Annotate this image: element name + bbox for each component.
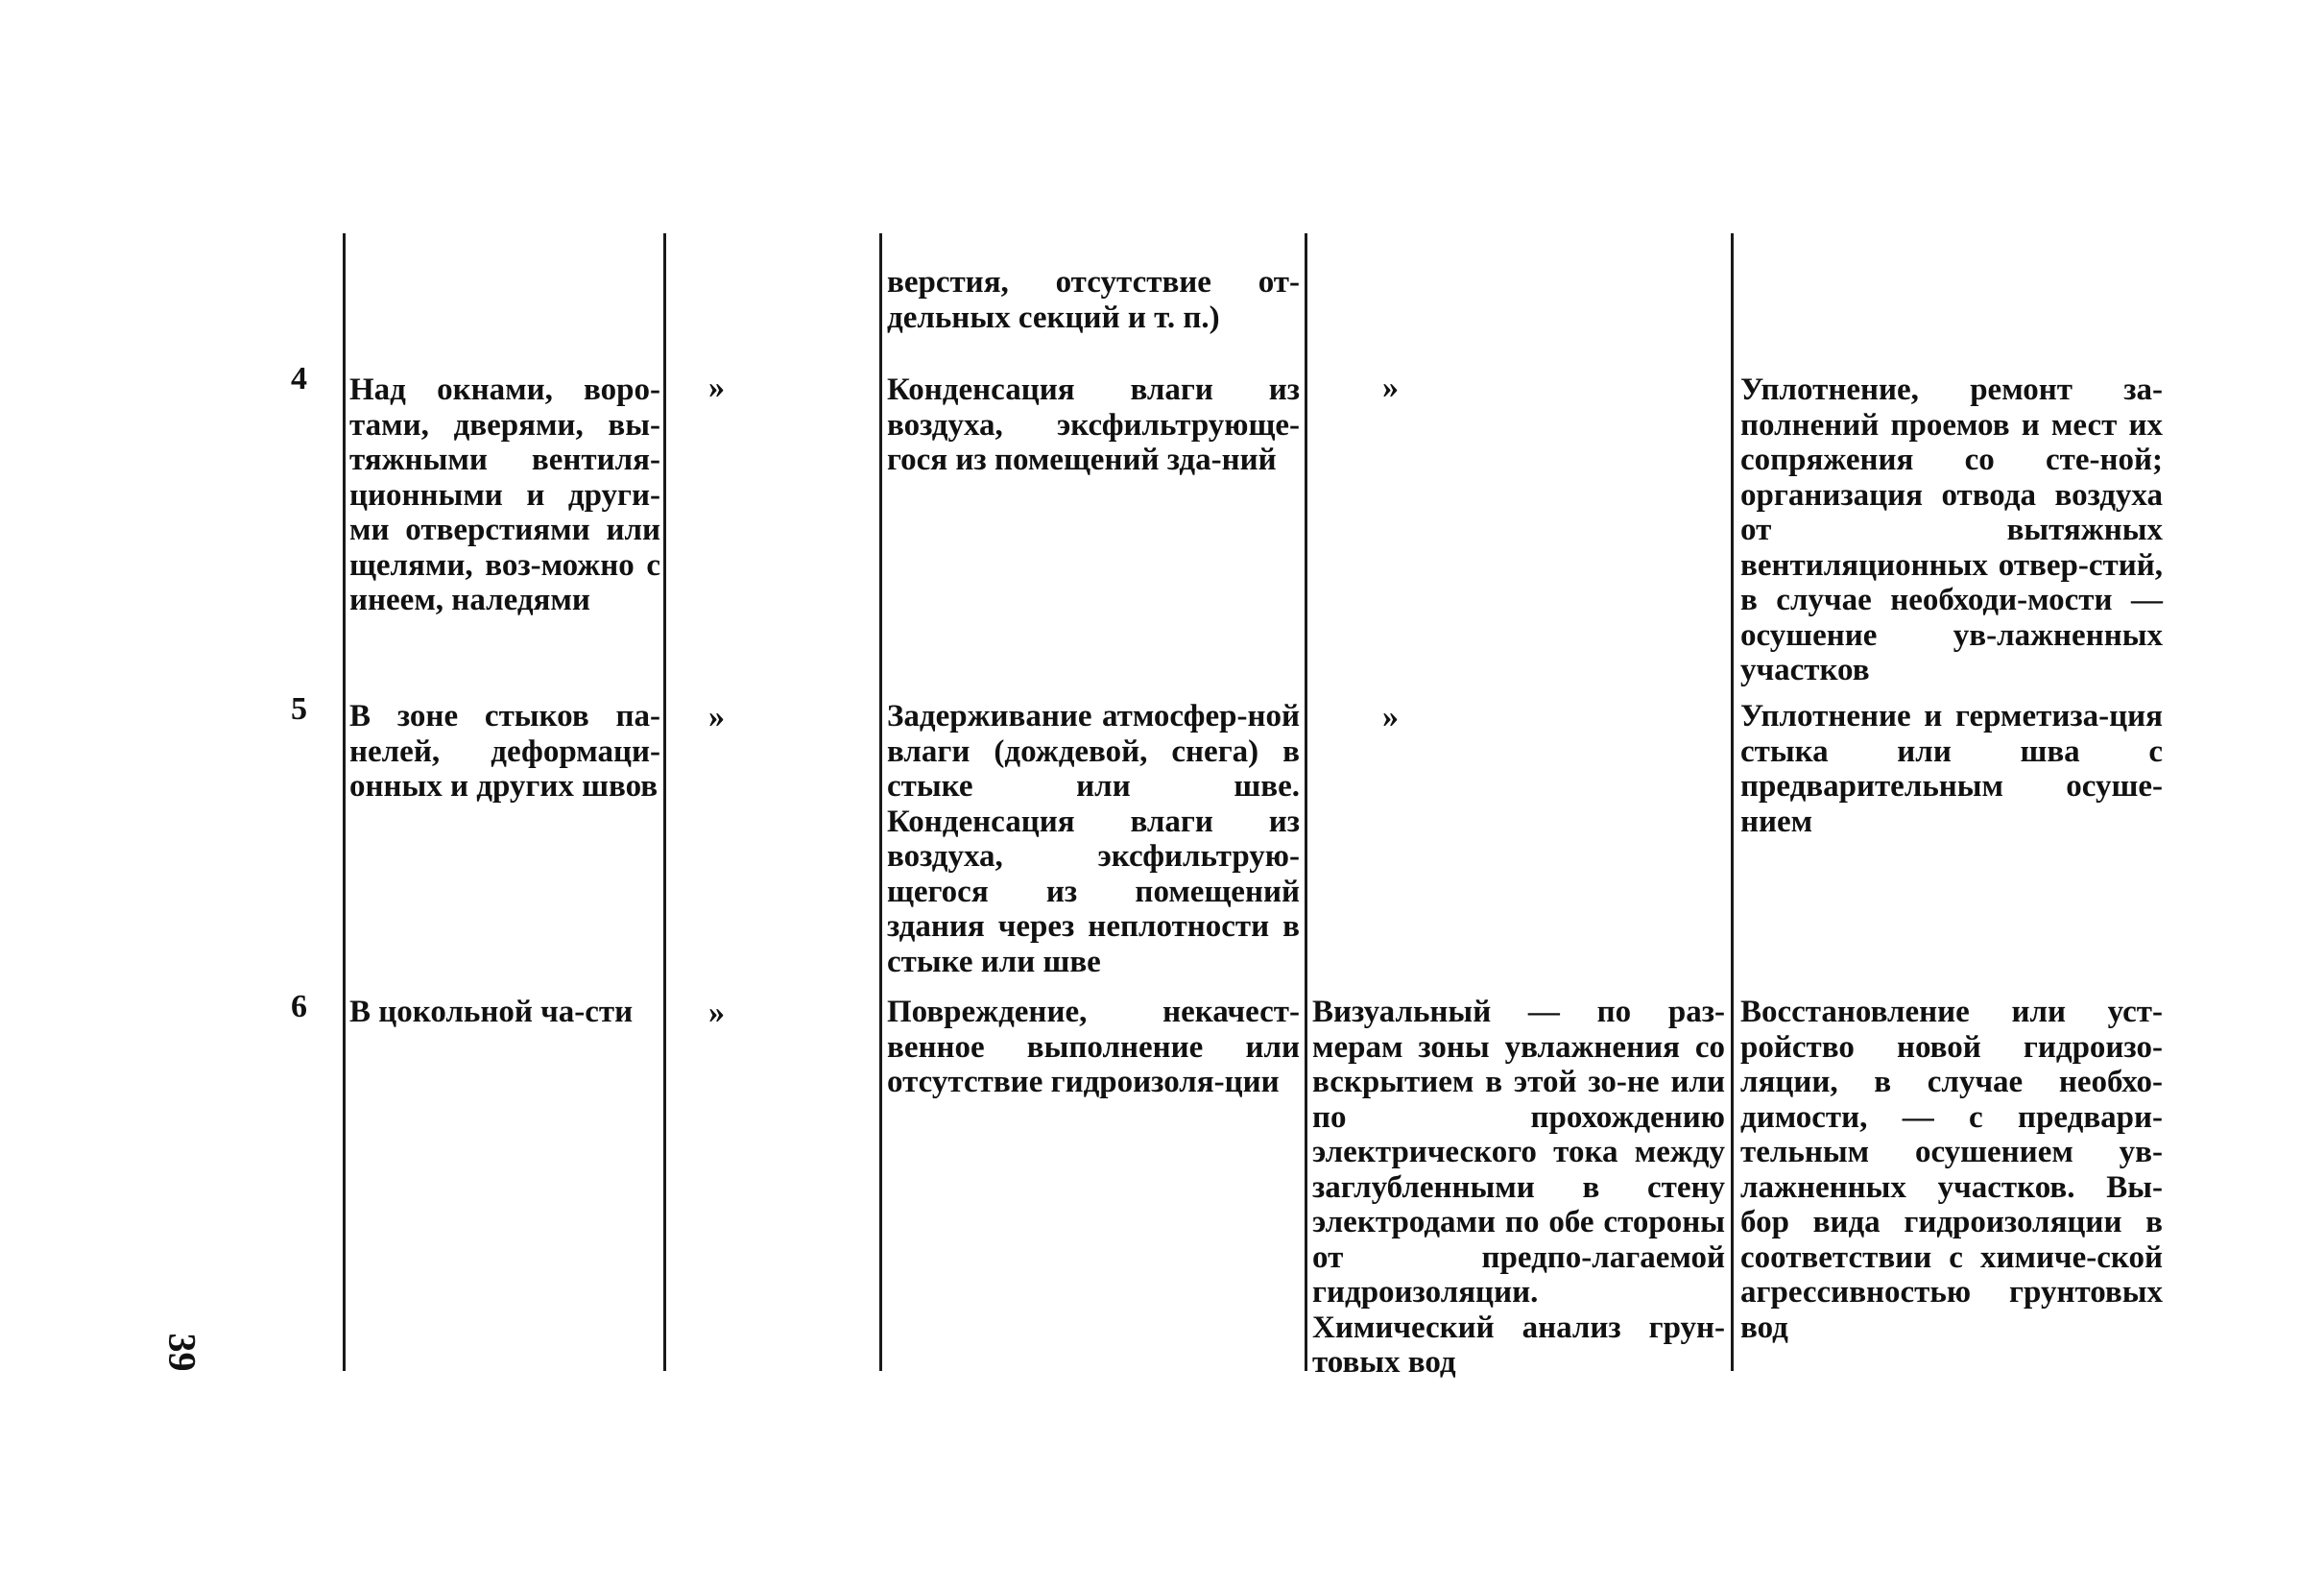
location-cell: В зоне стыков па-нелей, деформаци-онных и других швов bbox=[349, 699, 660, 804]
location-cell: Над окнами, воро-тами, дверями, вы-тяжными вентиля-ционными и други-ми отверстиями или щелями, воз-можно с инеем, наледями bbox=[349, 373, 660, 617]
continuation-cause: верстия, отсутствие от-дельных секций и т. п.) bbox=[887, 265, 1300, 335]
row-number: 6 bbox=[291, 989, 307, 1024]
ditto-mark: » bbox=[708, 370, 725, 405]
column-rule-2 bbox=[663, 233, 666, 1371]
method-cell: Визуальный — по раз-мерам зоны увлажнения со вскрытием в этой зо-не или по прохождению электрического тока между заглубленными в стену электродами по обе стороны от предпо-лагаемой гидроизоляции. Химический анализ грун-товых вод bbox=[1312, 995, 1725, 1380]
ditto-mark: » bbox=[708, 995, 725, 1030]
cause-cell: Конденсация влаги из воздуха, эксфильтрующе-гося из помещений зда-ний bbox=[887, 373, 1300, 477]
row-number: 4 bbox=[291, 361, 307, 397]
remedy-cell: Уплотнение и герметиза-ция стыка или шва с предварительным осуше-нием bbox=[1740, 699, 2163, 839]
remedy-cell: Уплотнение, ремонт за-полнений проемов и мест их сопряжения со сте-ной; организация отвода воздуха от вытяжных вентиляционных отвер-стий, в случае необходи-мости — осушение ув-лажненных участков bbox=[1740, 373, 2163, 687]
cause-cell: Повреждение, некачест-венное выполнение или отсутствие гидроизоля-ции bbox=[887, 995, 1300, 1099]
column-rule-4 bbox=[1305, 233, 1307, 1371]
ditto-mark: » bbox=[708, 699, 725, 734]
column-rule-3 bbox=[879, 233, 882, 1371]
column-rule-1 bbox=[343, 233, 346, 1371]
column-rule-5 bbox=[1731, 233, 1734, 1371]
remedy-cell: Восстановление или уст-ройство новой гидроизо-ляции, в случае необхо-димости, — с предвари-тельным осушением ув-лажненных участков. Вы-бор вида гидроизоляции в соответствии с химиче-ской агрессивностью грунтовых вод bbox=[1740, 995, 2163, 1345]
row-number: 5 bbox=[291, 691, 307, 727]
ditto-mark: » bbox=[1382, 370, 1399, 405]
location-cell: В цокольной ча-сти bbox=[349, 995, 634, 1029]
cause-cell: Задерживание атмосфер-ной влаги (дождевой, снега) в стыке или шве. Конденсация влаги из воздуха, эксфильтрую-щегося из помещений здания через неплотности в стыке или шве bbox=[887, 699, 1300, 979]
page-number: 39 bbox=[160, 1333, 204, 1372]
ditto-mark: » bbox=[1382, 699, 1399, 734]
